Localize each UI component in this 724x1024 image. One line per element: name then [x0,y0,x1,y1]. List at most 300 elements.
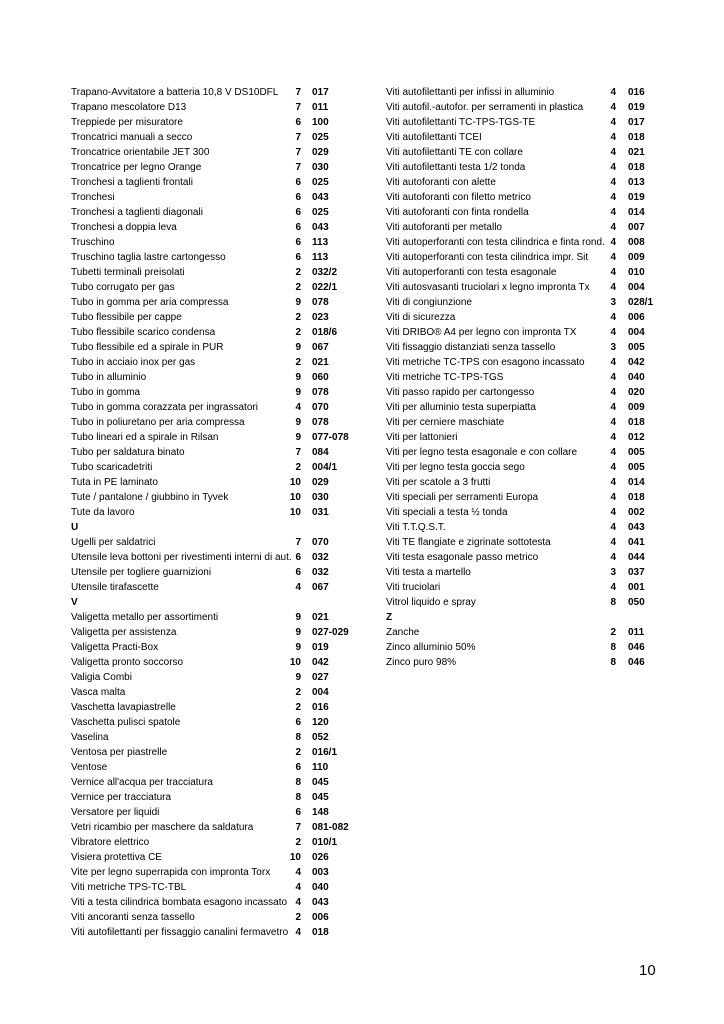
entry-volume: 9 [295,627,301,638]
entry-name: Truschino [71,237,115,248]
index-entry [71,175,351,190]
index-entry [386,370,656,385]
entry-name: Ugelli per saldatrici [71,537,156,548]
entry-code: 044 [628,552,645,563]
index-entry [71,610,351,625]
entry-volume: 9 [295,672,301,683]
entry-volume: 7 [295,537,301,548]
entry-volume: 2 [295,462,301,473]
entry-name: Tubo in gomma corazzata per ingrassatori [71,402,258,413]
entry-code: 052 [312,732,329,743]
index-entry [71,580,351,595]
index-entry [386,595,656,610]
entry-name: Tubo flessibile scarico condensa [71,327,216,338]
entry-volume: 4 [610,87,616,98]
index-entry [386,550,656,565]
entry-volume: 10 [289,657,301,668]
index-entry [386,280,656,295]
entry-name: Viti per cerniere maschiate [386,417,505,428]
entry-volume: 8 [610,642,616,653]
entry-code: 005 [628,462,645,473]
entry-name: Utensile per togliere guarnizioni [71,567,212,578]
entry-volume: 2 [295,912,301,923]
index-entry [71,310,351,325]
entry-code: 030 [312,492,329,503]
entry-code: 043 [312,222,329,233]
entry-volume: 7 [295,87,301,98]
entry-volume: 4 [610,222,616,233]
entry-volume: 6 [295,762,301,773]
index-entry [71,835,351,850]
entry-name: Valigetta Practi-Box [71,642,159,653]
index-entry [71,745,351,760]
entry-volume: 7 [295,822,301,833]
entry-code: 078 [312,387,329,398]
index-entry [71,385,351,400]
entry-code: 027-029 [312,627,349,638]
index-entry [71,130,351,145]
entry-name: Tuta in PE laminato [71,477,158,488]
entry-name: Viti DRIBO® A4 per legno con impronta TX [386,327,577,338]
index-entry [71,910,351,925]
entry-name: Vasca malta [71,687,126,698]
entry-code: 003 [312,867,329,878]
entry-volume: 4 [610,267,616,278]
entry-volume: 4 [610,312,616,323]
entry-name: Valigia Combi [71,672,132,683]
entry-code: 040 [312,882,329,893]
entry-name: Utensile tirafascette [71,582,159,593]
index-entry [386,400,656,415]
entry-volume: 2 [295,267,301,278]
index-entry [71,640,351,655]
index-entry [386,385,656,400]
page-number: 10 [639,962,656,979]
index-entry [71,100,351,115]
index-entry [71,670,351,685]
index-entry [71,250,351,265]
index-entry [71,505,351,520]
entry-name: Viti autofilettanti TE con collare [386,147,523,158]
entry-code: 018 [628,492,645,503]
index-entry [71,475,351,490]
index-entry [71,430,351,445]
entry-code: 046 [628,642,645,653]
entry-code: 070 [312,537,329,548]
entry-code: 004 [628,327,645,338]
entry-volume: 4 [610,462,616,473]
entry-name: Valigetta pronto soccorso [71,657,184,668]
entry-name: Viti T.T.Q.S.T. [386,522,446,533]
entry-name: Viti passo rapido per cartongesso [386,387,535,398]
index-entry [71,790,351,805]
entry-code: 028/1 [628,297,654,308]
entry-code: 016 [628,87,645,98]
entry-volume: 4 [610,282,616,293]
index-entry [386,415,656,430]
entry-name: Viti ancoranti senza tassello [71,912,195,923]
index-entry [71,340,351,355]
section-letter-label: U [71,522,79,533]
entry-name: Utensile leva bottoni per rivestimenti interni di aut. [71,552,292,563]
entry-name: Vaselina [71,732,109,743]
index-entry [71,535,351,550]
entry-code: 148 [312,807,329,818]
entry-code: 018/6 [312,327,338,338]
entry-code: 020 [628,387,645,398]
entry-code: 018 [628,417,645,428]
entry-volume: 2 [295,327,301,338]
entry-name: Tronchesi a doppia leva [71,222,177,233]
section-letter [386,610,656,625]
entry-name: Viti per legno testa goccia sego [386,462,525,473]
entry-code: 113 [312,237,329,248]
entry-name: Viti autoperforanti con testa cilindrica e finta rond. [386,237,605,248]
index-entry [386,565,656,580]
entry-name: Viti testa esagonale passo metrico [386,552,539,563]
index-entry [386,130,656,145]
entry-volume: 2 [295,702,301,713]
index-entry [71,550,351,565]
entry-code: 031 [312,507,329,518]
index-entry [386,250,656,265]
index-entry [71,370,351,385]
entry-volume: 4 [610,357,616,368]
entry-volume: 4 [610,162,616,173]
entry-code: 050 [628,597,645,608]
index-entry [71,925,351,940]
entry-volume: 4 [295,582,301,593]
entry-name: Tubo in acciaio inox per gas [71,357,196,368]
index-entry [71,280,351,295]
entry-name: Viti autofil.-autofor. per serramenti in plastica [386,102,584,113]
section-letter-label: Z [386,612,393,623]
index-entry [386,355,656,370]
entry-volume: 4 [610,147,616,158]
index-entry [71,880,351,895]
entry-name: Viti per legno testa esagonale e con collare [386,447,578,458]
entry-name: Tubetti terminali preisolati [71,267,185,278]
index-entry [386,445,656,460]
entry-name: Troncatrici manuali a secco [71,132,193,143]
entry-volume: 6 [295,177,301,188]
entry-code: 016 [312,702,329,713]
entry-volume: 4 [295,867,301,878]
entry-volume: 4 [610,132,616,143]
section-letter [71,595,351,610]
index-entry [71,145,351,160]
entry-volume: 4 [610,402,616,413]
entry-volume: 4 [610,522,616,533]
entry-volume: 3 [610,342,616,353]
entry-name: Trapano-Avvitatore a batteria 10,8 V DS10DFL [71,87,279,98]
entry-code: 021 [312,357,329,368]
entry-name: Viti autofilettanti TC-TPS-TGS-TE [386,117,536,128]
entry-volume: 7 [295,162,301,173]
entry-name: Viti autoperforanti con testa esagonale [386,267,557,278]
entry-code: 012 [628,432,645,443]
entry-code: 019 [628,102,645,113]
entry-name: Valigetta per assistenza [71,627,177,638]
entry-code: 084 [312,447,329,458]
entry-code: 026 [312,852,329,863]
index-entry [386,190,656,205]
entry-name: Viti a testa cilindrica bombata esagono incassato [71,897,288,908]
index-entry [386,295,656,310]
section-letter-label: V [71,597,78,608]
entry-code: 019 [312,642,329,653]
index-entry [71,715,351,730]
index-entry [71,850,351,865]
entry-code: 025 [312,177,329,188]
entry-name: Tute / pantalone / giubbino in Tyvek [71,492,229,503]
entry-volume: 9 [295,342,301,353]
entry-volume: 4 [610,477,616,488]
entry-code: 001 [628,582,645,593]
entry-name: Vaschetta pulisci spatole [71,717,181,728]
entry-code: 043 [312,897,329,908]
entry-code: 016/1 [312,747,338,758]
entry-name: Viti autofilettanti testa 1/2 tonda [386,162,526,173]
index-entry [71,265,351,280]
entry-code: 018 [628,162,645,173]
entry-volume: 6 [295,207,301,218]
index-entry [386,115,656,130]
entry-name: Ventose [71,762,108,773]
entry-name: Tubo flessibile ed a spirale in PUR [71,342,224,353]
entry-name: Viti autoperforanti con testa cilindrica impr. Sit [386,252,589,263]
entry-code: 077-078 [312,432,349,443]
entry-volume: 9 [295,417,301,428]
index-entry [386,340,656,355]
index-entry [386,625,656,640]
index-entry [71,460,351,475]
entry-name: Trapano mescolatore D13 [71,102,187,113]
entry-code: 002 [628,507,645,518]
entry-code: 078 [312,297,329,308]
entry-code: 030 [312,162,329,173]
entry-code: 014 [628,477,645,488]
entry-code: 021 [628,147,645,158]
entry-name: Zinco puro 98% [386,657,457,668]
entry-volume: 6 [295,222,301,233]
entry-name: Viti autofilettanti per fissaggio canalini fermavetro [71,927,289,938]
entry-name: Tubo in gomma per aria compressa [71,297,229,308]
index-entry [386,160,656,175]
entry-volume: 10 [289,507,301,518]
entry-name: Visiera protettiva CE [71,852,162,863]
entry-code: 043 [312,192,329,203]
entry-volume: 8 [295,777,301,788]
index-entry [386,520,656,535]
entry-name: Tubo in poliuretano per aria compressa [71,417,245,428]
index-entry [386,460,656,475]
entry-volume: 4 [610,507,616,518]
entry-name: Zanche [386,627,420,638]
entry-code: 067 [312,342,329,353]
entry-code: 078 [312,417,329,428]
entry-volume: 7 [295,132,301,143]
entry-volume: 2 [295,837,301,848]
index-entry [386,655,656,670]
entry-code: 005 [628,447,645,458]
section-letter [71,520,351,535]
entry-code: 008 [628,237,645,248]
entry-code: 037 [628,567,645,578]
entry-name: Vibratore elettrico [71,837,150,848]
entry-name: Viti speciali per serramenti Europa [386,492,539,503]
entry-code: 014 [628,207,645,218]
index-entry [386,220,656,235]
entry-name: Viti autofilettanti per infissi in alluminio [386,87,555,98]
entry-code: 029 [312,477,329,488]
entry-volume: 4 [610,177,616,188]
entry-code: 060 [312,372,329,383]
entry-code: 032 [312,567,329,578]
entry-volume: 9 [295,387,301,398]
entry-volume: 8 [295,732,301,743]
entry-code: 043 [628,522,645,533]
entry-name: Viti metriche TC-TPS-TGS [386,372,504,383]
entry-name: Tute da lavoro [71,507,135,518]
entry-code: 005 [628,342,645,353]
entry-name: Viti fissaggio distanziati senza tassello [386,342,556,353]
entry-code: 022/1 [312,282,338,293]
entry-code: 027 [312,672,329,683]
entry-name: Viti autofilettanti TCEI [386,132,482,143]
entry-volume: 7 [295,102,301,113]
index-entry [386,430,656,445]
entry-volume: 9 [295,642,301,653]
entry-volume: 4 [610,372,616,383]
index-entry [71,700,351,715]
index-entry [71,895,351,910]
index-entry [71,865,351,880]
entry-name: Truschino taglia lastre cartongesso [71,252,226,263]
entry-volume: 4 [295,927,301,938]
index-entry [71,220,351,235]
index-entry [71,655,351,670]
entry-volume: 4 [610,117,616,128]
entry-volume: 4 [610,102,616,113]
entry-name: Tubo lineari ed a spirale in Rilsan [71,432,219,443]
index-entry [71,805,351,820]
entry-name: Vernice per tracciatura [71,792,172,803]
entry-name: Tubo per saldatura binato [71,447,185,458]
index-entry [71,415,351,430]
index-entry [71,685,351,700]
entry-name: Viti speciali a testa ½ tonda [386,507,508,518]
entry-code: 025 [312,132,329,143]
entry-name: Viti autosvasanti truciolari x legno impronta Tx [386,282,590,293]
entry-volume: 8 [610,597,616,608]
entry-code: 011 [628,627,645,638]
entry-volume: 8 [610,657,616,668]
entry-name: Viti per alluminio testa superpiatta [386,402,536,413]
entry-code: 070 [312,402,329,413]
index-entry [386,310,656,325]
entry-volume: 9 [295,297,301,308]
index-entry [71,115,351,130]
index-entry [71,190,351,205]
entry-code: 018 [628,132,645,143]
entry-code: 042 [312,657,329,668]
entry-volume: 10 [289,477,301,488]
entry-name: Versatore per liquidi [71,807,160,818]
entry-volume: 4 [610,207,616,218]
index-entry [386,265,656,280]
entry-name: Vaschetta lavapiastrelle [71,702,176,713]
index-entry [71,160,351,175]
entry-volume: 3 [610,567,616,578]
entry-volume: 4 [610,492,616,503]
entry-code: 017 [312,87,329,98]
index-entry [386,505,656,520]
index-entry [386,145,656,160]
entry-code: 041 [628,537,645,548]
entry-code: 010/1 [312,837,338,848]
entry-code: 113 [312,252,329,263]
entry-code: 081-082 [312,822,349,833]
index-entry [71,565,351,580]
entry-name: Vernice all'acqua per tracciatura [71,777,213,788]
entry-volume: 6 [295,552,301,563]
entry-name: Tubo in gomma [71,387,141,398]
entry-volume: 4 [295,402,301,413]
index-entry [71,355,351,370]
entry-volume: 10 [289,492,301,503]
entry-name: Viti truciolari [386,582,441,593]
entry-name: Viti autoforanti per metallo [386,222,502,233]
entry-code: 007 [628,222,645,233]
entry-name: Ventosa per piastrelle [71,747,168,758]
entry-name: Viti metriche TC-TPS con esagono incassato [386,357,585,368]
index-entry [71,820,351,835]
entry-code: 045 [312,792,329,803]
entry-code: 021 [312,612,329,623]
entry-volume: 4 [610,387,616,398]
entry-volume: 7 [295,447,301,458]
entry-code: 025 [312,207,329,218]
index-entry [71,730,351,745]
index-entry [386,490,656,505]
entry-volume: 4 [610,582,616,593]
entry-name: Zinco alluminio 50% [386,642,476,653]
entry-name: Viti autoforanti con alette [386,177,496,188]
index-entry [71,760,351,775]
entry-code: 045 [312,777,329,788]
entry-volume: 6 [295,807,301,818]
index-column-right [386,85,656,670]
entry-code: 032/2 [312,267,338,278]
entry-code: 006 [628,312,645,323]
entry-volume: 2 [295,312,301,323]
entry-name: Viti autoforanti con filetto metrico [386,192,531,203]
index-entry [71,775,351,790]
entry-code: 019 [628,192,645,203]
entry-code: 040 [628,372,645,383]
entry-volume: 6 [295,567,301,578]
entry-code: 046 [628,657,645,668]
entry-volume: 4 [610,432,616,443]
entry-volume: 8 [295,792,301,803]
entry-name: Valigetta metallo per assortimenti [71,612,219,623]
entry-name: Viti autoforanti con finta rondella [386,207,529,218]
entry-name: Viti di sicurezza [386,312,456,323]
entry-name: Tubo flessibile per cappe [71,312,182,323]
entry-code: 023 [312,312,329,323]
entry-volume: 2 [295,747,301,758]
